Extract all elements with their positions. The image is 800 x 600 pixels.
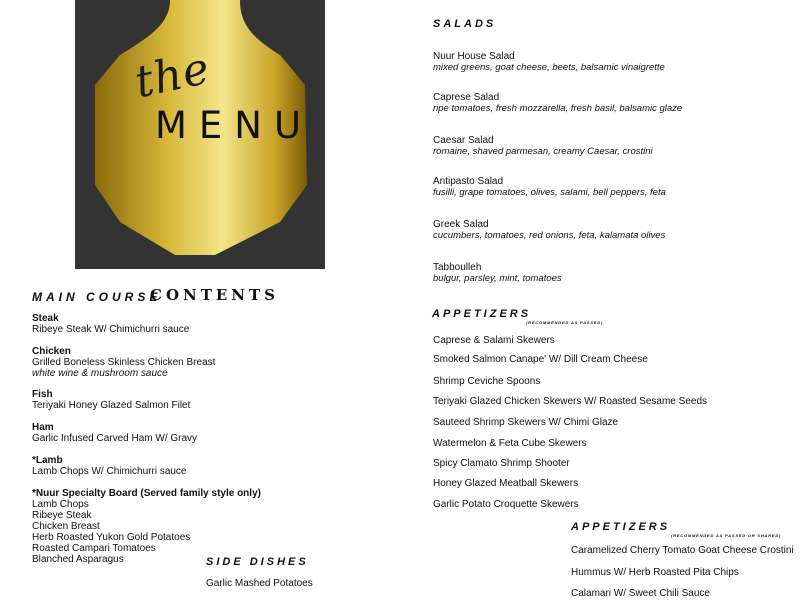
appetizer-item: Caprese & Salami Skewers [433,335,555,346]
salad-name: Greek Salad [433,219,489,230]
item-line: Garlic Infused Carved Ham W/ Gravy [32,433,198,444]
appetizer-item: Spicy Clamato Shrimp Shooter [433,458,570,469]
salad-item [433,92,682,114]
appetizer-item: Caramelized Cherry Tomato Goat Cheese Crostini [571,545,794,556]
salad-description: romaine, shaved parmesan, creamy Caesar, crostini [433,146,653,157]
item-line: Lamb Chops [32,499,89,510]
salad-item [433,262,562,284]
appetizer-item: Watermelon & Feta Cube Skewers [433,438,587,449]
salad-name: Tabboulleh [433,262,482,273]
menu-item-lamb [32,455,187,477]
salad-item [433,51,665,73]
appetizer-item: Honey Glazed Meatball Skewers [433,478,579,489]
salad-name: Caprese Salad [433,92,500,103]
item-line: Herb Roasted Yukon Gold Potatoes [32,532,191,543]
menu-item-specialty-board [32,488,261,565]
item-line: Roasted Campari Tomatoes [32,543,156,554]
appetizer-item: Sauteed Shrimp Skewers W/ Chimi Glaze [433,417,619,428]
salads-heading: SALADS [433,18,497,30]
item-name: Chicken [32,346,71,357]
poster-title: MENU [155,104,314,147]
item-note: white wine & mushroom sauce [32,368,168,379]
salad-item [433,176,666,198]
main-course-heading: MAIN COURSE [32,292,162,303]
appetizers-shared-heading: APPETIZERS [571,521,671,533]
appetizer-item: Hummus W/ Herb Roasted Pita Chips [571,567,739,578]
appetizer-item: Teriyaki Glazed Chicken Skewers W/ Roasted Sesame Seeds [433,396,708,407]
appetizer-item: Calamari W/ Sweet Chili Sauce [571,588,710,599]
salad-name: Nuur House Salad [433,51,515,62]
item-line: Lamb Chops W/ Chimichurri sauce [32,466,187,477]
menu-item-fish [32,389,190,411]
salad-item [433,135,653,157]
item-name: Steak [32,313,59,324]
salad-description: cucumbers, tomatoes, red onions, feta, kalamata olives [433,230,666,241]
menu-item-chicken [32,346,215,379]
menu-item-ham [32,422,197,444]
side-dishes-heading: SIDE DISHES [206,556,309,568]
poster-script-word: the [130,42,215,109]
salad-name: Caesar Salad [433,135,494,146]
item-line: Teriyaki Honey Glazed Salmon Filet [32,400,191,411]
item-name: *Nuur Specialty Board (Served family style only) [32,488,261,499]
salad-description: ripe tomatoes, fresh mozzarella, fresh basil, balsamic glaze [433,103,683,114]
salad-item [433,219,665,241]
appetizers-passed-heading: APPETIZERS [432,308,532,320]
appetizer-item: Shrimp Ceviche Spoons [433,376,541,387]
item-name: Fish [32,389,53,400]
appetizers-shared-note: (RECOMMENDED AS PASSED OR SHARED) [671,533,782,538]
menu-item-steak [32,313,189,335]
appetizer-item: Smoked Salmon Canape' W/ Dill Cream Cheese [433,354,648,365]
side-dish-item: Garlic Mashed Potatoes [206,578,313,589]
salad-description: fusilli, grape tomatoes, olives, salami, bell peppers, feta [433,187,666,198]
item-line: Ribeye Steak W/ Chimichurri sauce [32,324,190,335]
item-name: *Lamb [32,455,63,466]
contents-title: CONTENTS [150,286,280,304]
salad-description: bulgur, parsley, mint, tomatoes [433,273,562,284]
appetizer-item: Garlic Potato Croquette Skewers [433,499,579,510]
item-line: Chicken Breast [32,521,100,532]
salad-description: mixed greens, goat cheese, beets, balsamic vinaigrette [433,62,665,73]
item-line: Ribeye Steak [32,510,92,521]
menu-cover-graphic [75,0,325,269]
salad-name: Antipasto Salad [433,176,504,187]
appetizers-passed-note: (RECOMMENDED AS PASSED) [526,320,604,325]
item-line: Grilled Boneless Skinless Chicken Breast [32,357,216,368]
item-name: Ham [32,422,54,433]
item-line: Blanched Asparagus [32,554,124,565]
